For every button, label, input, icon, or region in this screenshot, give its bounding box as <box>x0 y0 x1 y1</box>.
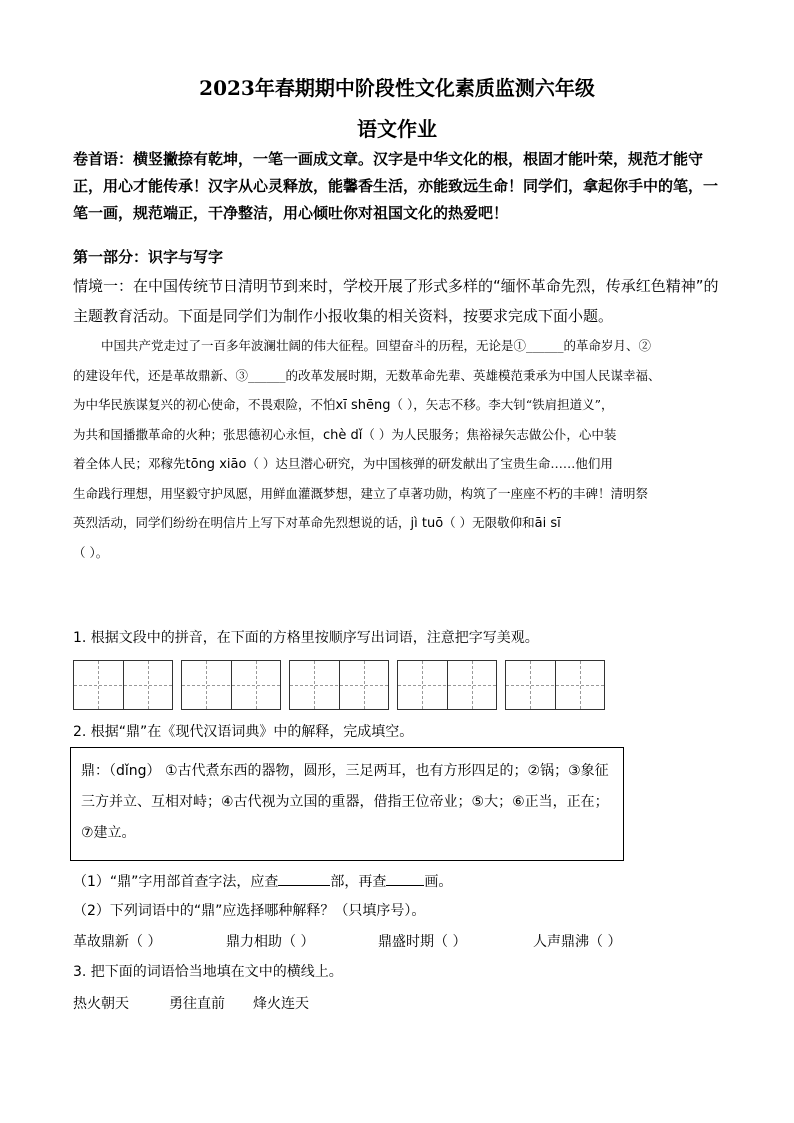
pinyin-label: tōng xiāo <box>185 457 247 472</box>
answer-blank[interactable] <box>386 871 424 886</box>
context-paragraph: 情境一：在中国传统节日清明节到来时，学校开展了形式多样的“缅怀革命先烈，传承红色精神”的主题教育活动。下面是同学们为制作小报收集的相关资料，按要求完成下面小题。 <box>73 277 719 325</box>
question-3: 3. 把下面的词语恰当地填在文中的横线上。 <box>73 964 343 980</box>
passage-text: 中国共产党走过了一百多年波澜壮阔的伟大征程。回望奋斗的历程，无论是①______的革命岁月、② <box>101 338 652 353</box>
sub-question-text: 画。 <box>424 874 453 890</box>
dictionary-definition-box <box>70 747 624 861</box>
question-2: 2. 根据“鼎”在《现代汉语词典》中的解释，完成填空。 <box>73 724 414 740</box>
passage-text: 为共和国播撒革命的火种；张思德初心永恒， <box>73 426 324 442</box>
writing-box[interactable] <box>181 660 281 710</box>
passage-line <box>73 331 725 361</box>
passage-line <box>73 390 725 420</box>
definition-text: 鼎：（dǐng） ①古代煮东西的器物，圆形，三足两耳，也有方形四足的；②锅；③象征三方并立、互相对峙；④古代视为立国的重器，借指王位帝业；⑤大；⑥正当，正在；⑦建立。 <box>81 763 609 841</box>
passage-text: （ ）。 <box>73 544 109 560</box>
pinyin-label: xī shēng <box>335 398 391 413</box>
passage-text: 的建设年代，还是革故鼎新、③______的改革发展时期，无数革命先辈、英雄模范秉承为中国人民谋幸福、 <box>73 367 661 383</box>
word-choice: 热火朝天 <box>73 996 129 1012</box>
passage-text: 为中华民族谋复兴的初心使命，不畏艰险，不怕 <box>73 397 336 412</box>
passage-line <box>73 479 725 509</box>
passage-line <box>73 449 725 479</box>
section-heading: 第一部分：识字与写字 <box>73 248 224 266</box>
pinyin-label: āi sī <box>534 516 561 531</box>
pinyin-label: chè dǐ <box>323 427 363 443</box>
answer-blank[interactable] <box>278 871 330 886</box>
sub-question-2: （2）下列词语中的“鼎”应选择哪种解释？（只填序号）。 <box>73 903 426 919</box>
writing-box[interactable] <box>73 660 173 710</box>
sub-question-1 <box>73 871 452 892</box>
passage-text: 英烈活动，同学们纷纷在明信片上写下对革命先烈想说的话， <box>73 515 411 530</box>
writing-box[interactable] <box>505 660 605 710</box>
passage-text: （ ）达旦潜心研究，为中国核弹的研发献出了宝贵生命……他们用 <box>246 456 613 471</box>
passage-text: （ ）为人民服务；焦裕禄矢志做公仆，心中装 <box>362 426 617 442</box>
passage-text: （ ）无限敬仰和 <box>443 515 535 530</box>
passage-line <box>73 508 725 538</box>
writing-box[interactable] <box>397 660 497 710</box>
question-1: 1. 根据文段中的拼音，在下面的方格里按顺序写出词语，注意把字写美观。 <box>73 630 539 646</box>
word-item: 革故鼎新（ ） <box>73 934 162 950</box>
passage-line <box>73 361 725 391</box>
writing-box[interactable] <box>289 660 389 710</box>
word-item: 鼎力相助（ ） <box>226 934 315 950</box>
sub-question-text: 部，再查 <box>330 874 387 890</box>
word-choice: 烽火连天 <box>253 996 309 1012</box>
reading-passage <box>73 331 725 567</box>
sub-question-text: （1）“鼎”字用部首查字法，应查 <box>73 874 279 890</box>
passage-text: 生命践行理想，用坚毅守护凤愿，用鲜血灌溉梦想，建立了卓著功勋，构筑了一座座不朽的丰碑！清明祭 <box>73 485 649 501</box>
intro-paragraph: 卷首语：横竖撇捺有乾坤，一笔一画成文章。汉字是中华文化的根，根固才能叶荣，规范才能守正，用心才能传承！汉字从心灵释放，能馨香生活，亦能致远生命！同学们，拿起你手中的笔，一笔一画，规范端正，干净整洁，用心倾吐你对祖国文化的热爱吧！ <box>73 150 719 222</box>
page-subtitle: 语文作业 <box>357 117 437 141</box>
pinyin-label: jì tuō <box>410 516 444 531</box>
passage-text: （ ），矢志不移。李大钊“铁肩担道义”， <box>390 397 614 412</box>
word-item: 鼎盛时期（ ） <box>378 934 467 950</box>
page-title: 2023年春期期中阶段性文化素质监测六年级 <box>199 76 595 100</box>
passage-line <box>73 420 725 450</box>
passage-line <box>73 538 725 568</box>
word-item: 人声鼎沸（ ） <box>533 934 622 950</box>
passage-text: 着全体人民；邓稼先 <box>73 456 186 471</box>
word-choice: 勇往直前 <box>169 996 225 1012</box>
